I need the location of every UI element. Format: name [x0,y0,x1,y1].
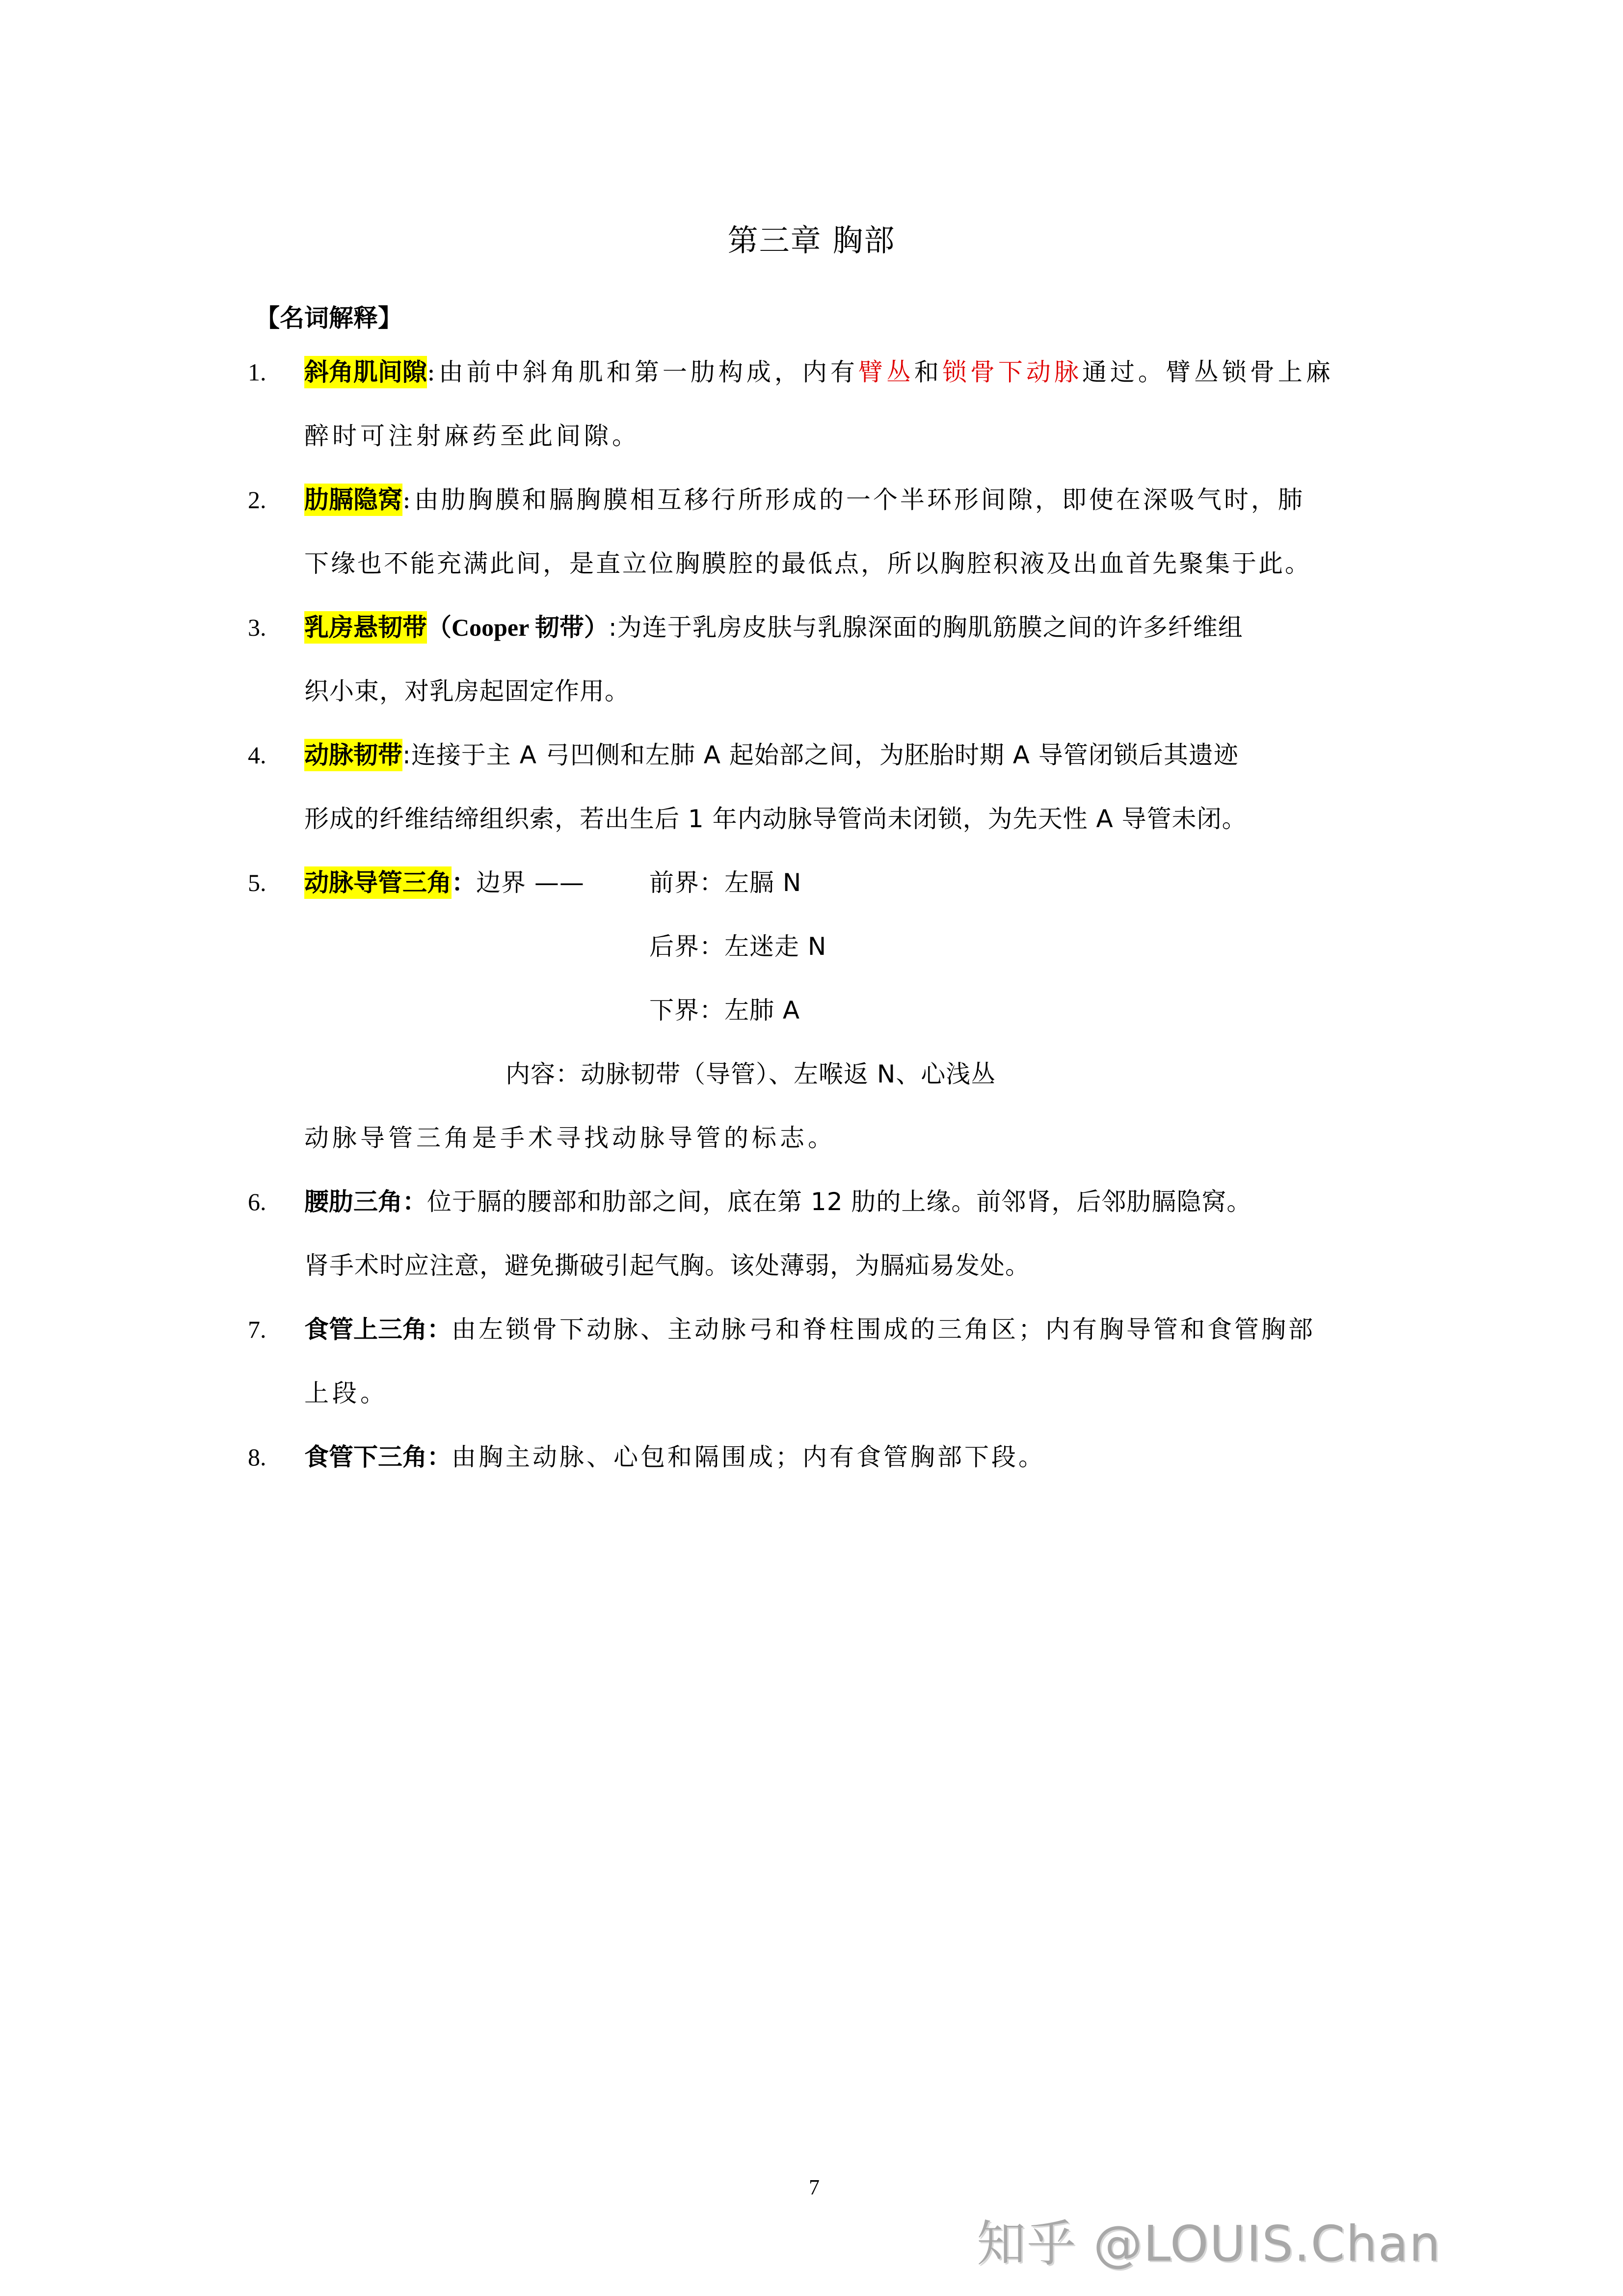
boundary-value: 左膈 N [724,868,802,897]
definition-text: 由左锁骨下动脉、主动脉弓和脊柱围成的三角区；内有胸导管和食管胸部 [452,1315,1315,1344]
term-highlighted: 动脉导管三角 [304,866,452,899]
term-highlighted: 肋膈隐窝 [304,484,402,516]
separator: : [427,358,439,386]
separator: : [608,613,617,642]
separator: : [402,486,414,514]
definition-text: 由胸主动脉、心包和隔围成；内有食管胸部下段。 [452,1443,1045,1471]
boundary-lower [649,995,800,1026]
item-line [304,1441,1045,1473]
term-suffix: （Cooper 韧带） [427,614,609,641]
separator: ： [452,868,476,897]
item-number: 7. [248,1316,266,1343]
item-line [304,484,1305,515]
red-emphasis: 锁骨下动脉 [942,358,1082,386]
boundary-front [649,867,801,898]
page-number: 7 [809,2175,820,2199]
definition-text: 通过。臂丛锁骨上麻 [1082,358,1334,386]
term: 食管上三角 [304,1315,427,1344]
term-highlighted: 乳房悬韧带 [304,611,427,644]
red-emphasis: 臂丛 [858,358,914,386]
boundary-back [649,931,826,962]
definition-text: 上段。 [304,1379,388,1407]
definition-text: 由肋胸膜和膈胸膜相互移行所形成的一个半环形间隙，即使在深吸气时，肺 [414,486,1305,514]
boundary-value: 左迷走 N [724,932,827,961]
item-line [304,739,1239,771]
definition-text: 形成的纤维结缔组织索，若出生后 1 年内动脉导管尚未闭锁，为先天性 A 导管未闭。 [304,805,1247,833]
term-highlighted: 动脉韧带 [304,739,402,771]
item-line [304,867,585,898]
term: 食管下三角 [304,1443,427,1471]
boundary-label: 边界 —— [476,868,585,897]
definition-text: 下缘也不能充满此间，是直立位胸膜腔的最低点，所以胸腔积液及出血首先聚集于此。 [304,549,1311,578]
separator: ： [427,1443,452,1471]
boundary-label: 后界： [649,932,724,961]
term: 腰肋三角 [304,1188,402,1216]
separator: ： [427,1315,452,1344]
item-number: 3. [248,614,266,641]
definition-text: 为连于乳房皮肤与乳腺深面的胸肌筋膜之间的许多纤维组 [617,613,1243,642]
definition-text: 位于膈的腰部和肋部之间，底在第 12 肋的上缘。前邻肾，后邻肋膈隐窝。 [427,1188,1252,1216]
definition-text: 肾手术时应注意，避免撕破引起气胸。该处薄弱，为膈疝易发处。 [304,1251,1030,1280]
separator: : [402,741,411,769]
item-line [304,356,1334,388]
definition-text: 由前中斜角肌和第一肋构成，内有 [438,358,858,386]
item-number: 1. [248,358,266,386]
item-number: 2. [248,486,266,513]
watermark: 知乎 @LOUIS.Chan [977,2215,1441,2272]
boundary-value: 左肺 A [724,996,800,1025]
note-text: 动脉导管三角是手术寻找动脉导管的标志。 [304,1124,836,1152]
item-number: 5. [248,869,266,896]
section-heading: 【名词解释】 [255,304,402,332]
separator: ： [402,1188,427,1216]
definition-text: 织小束，对乳房起固定作用。 [304,677,630,705]
item-number: 6. [248,1188,266,1216]
item-line [304,1186,1251,1217]
item-line [304,612,1243,643]
definition-text: 醉时可注射麻药至此间隙。 [304,422,640,450]
item-number: 8. [248,1443,266,1471]
boundary-label: 前界： [649,868,724,897]
page-title: 第三章 胸部 [727,222,896,258]
definition-text: 和 [914,358,942,386]
item-number: 4. [248,741,266,769]
definition-text: 连接于主 A 弓凹侧和左肺 A 起始部之间，为胚胎时期 A 导管闭锁后其遗迹 [411,741,1239,769]
contents-line: 内容：动脉韧带（导管）、左喉返 N、心浅丛 [506,1060,996,1088]
item-line [304,1314,1315,1345]
term-highlighted: 斜角肌间隙 [304,356,427,388]
boundary-label: 下界： [649,996,724,1025]
